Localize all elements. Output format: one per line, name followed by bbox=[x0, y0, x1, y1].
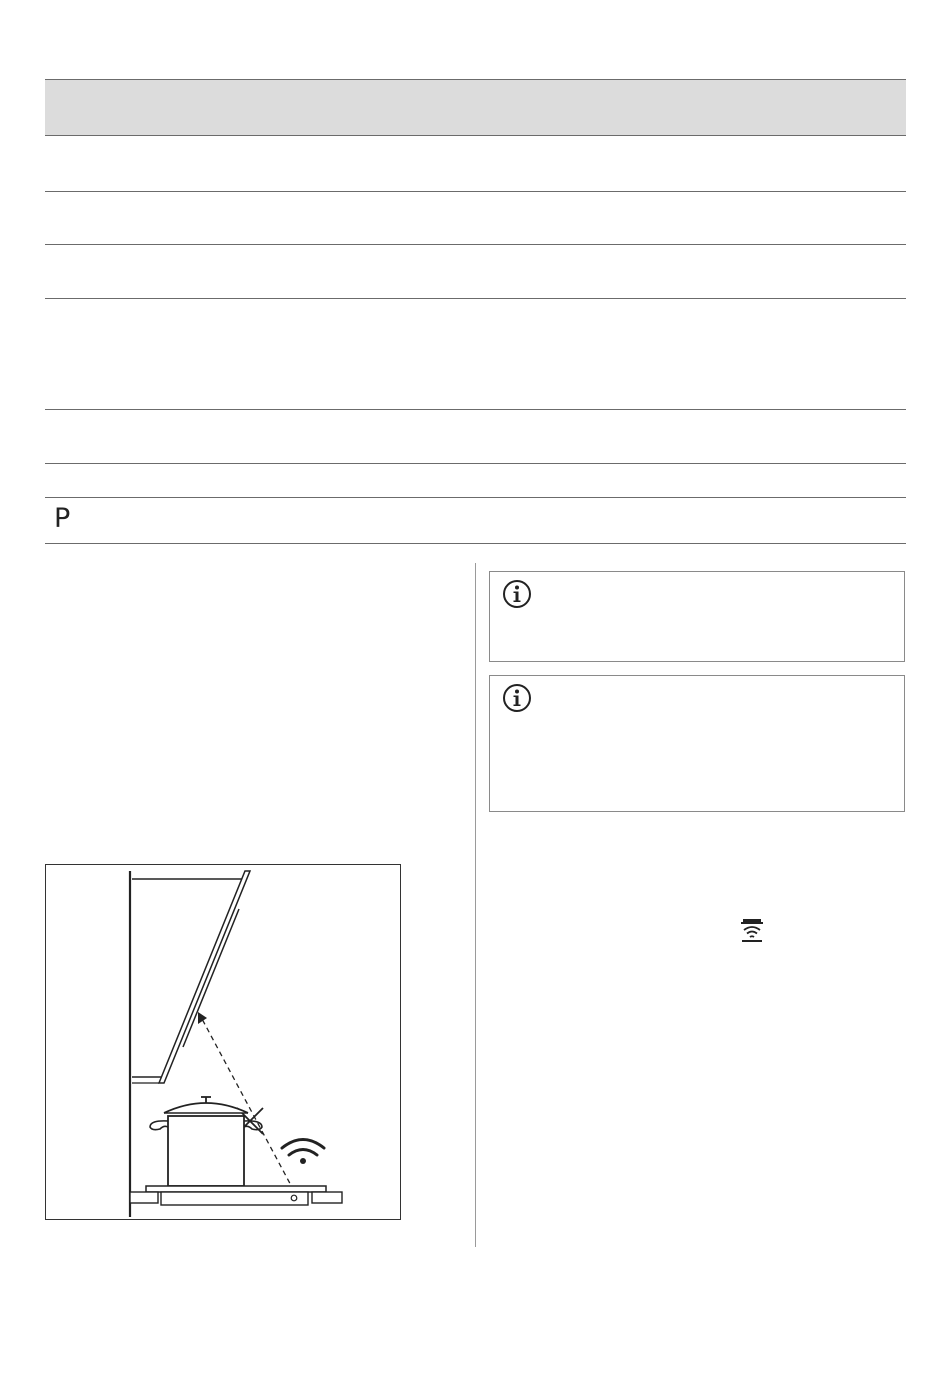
info-icon bbox=[502, 683, 532, 713]
hob-body bbox=[161, 1192, 308, 1205]
hob-wifi-icon bbox=[740, 917, 764, 943]
worktop-right bbox=[312, 1192, 342, 1203]
info-note bbox=[489, 675, 905, 812]
pot-body bbox=[168, 1116, 244, 1186]
table-row-divider bbox=[45, 497, 906, 498]
pot-lid bbox=[164, 1103, 248, 1113]
wifi-signal-icon bbox=[282, 1140, 324, 1156]
info-icon bbox=[502, 579, 532, 609]
table-row-divider bbox=[45, 463, 906, 464]
info-note bbox=[489, 571, 905, 662]
hood-glass-panel bbox=[159, 871, 250, 1083]
hob-to-hood-illustration bbox=[45, 864, 401, 1220]
table-row-divider bbox=[45, 191, 906, 192]
table-row-divider bbox=[45, 298, 906, 299]
signal-arrow-head bbox=[198, 1012, 207, 1024]
table-header bbox=[45, 79, 906, 136]
pot-handle-left bbox=[150, 1121, 168, 1130]
table-bottom-rule bbox=[45, 543, 906, 544]
table-row-divider bbox=[45, 409, 906, 410]
table-row-divider bbox=[45, 244, 906, 245]
illustration-drawing bbox=[46, 865, 400, 1219]
hood-panel-inner-line bbox=[183, 909, 239, 1047]
table-row-label: P bbox=[54, 503, 71, 534]
hob-worktop bbox=[146, 1186, 326, 1192]
worktop-left bbox=[130, 1192, 158, 1203]
column-divider bbox=[475, 563, 476, 1247]
